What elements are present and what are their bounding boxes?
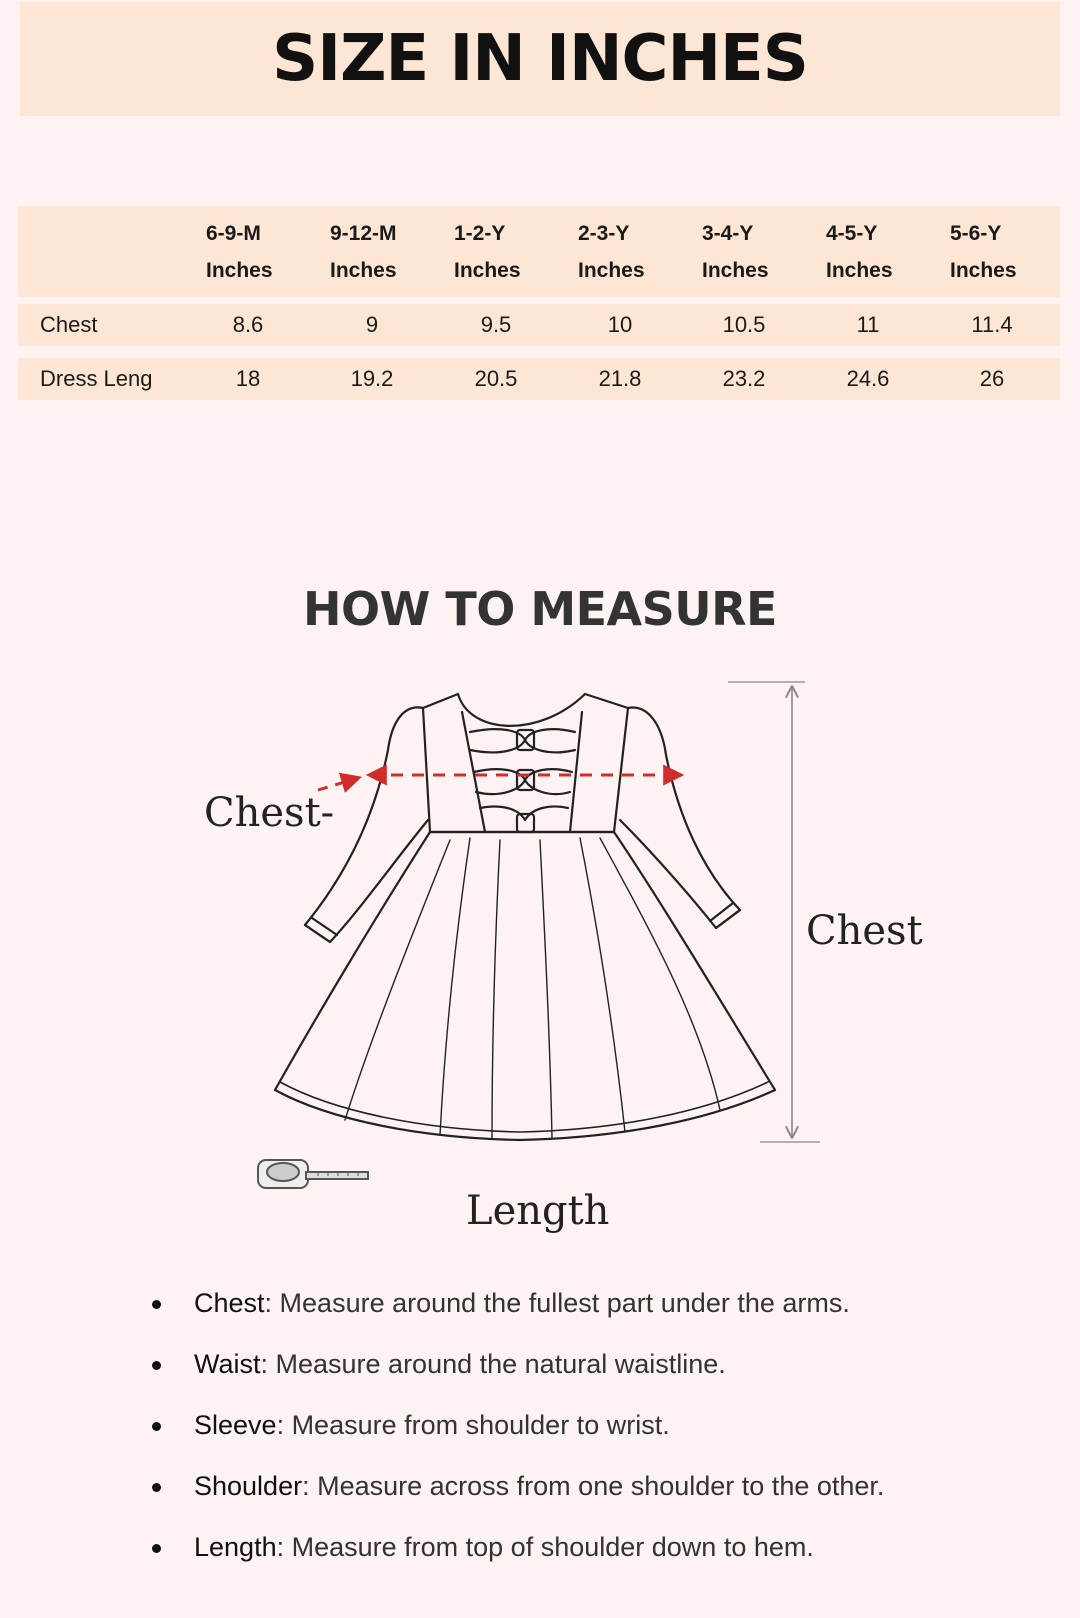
table-cell: 20.5 [474,366,518,391]
table-cell: 24.6 [846,366,890,391]
measure-tips-list [150,1286,884,1591]
column-header: 5-6-Y Inches [950,221,1017,282]
column-header: 2-3-Y Inches [578,221,645,282]
table-cell: 11 [856,312,880,337]
list-item [150,1530,884,1591]
tip-text: : Measure across from one shoulder to the other. [302,1471,885,1501]
tip-term: Shoulder [194,1471,303,1501]
measure-diagram [0,680,1080,1260]
how-to-measure-title: HOW TO MEASURE [303,582,777,636]
column-header: 9-12-M Inches [330,221,397,282]
tip-text: : Measure around the natural waistline. [260,1349,726,1379]
dress-illustration [0,680,1080,1260]
tip-text: : Measure from shoulder to wrist. [276,1410,670,1440]
title-banner [20,2,1060,116]
table-cell: 26 [979,366,1005,391]
table-cell: 10 [607,312,633,337]
column-header: 6-9-M Inches [206,221,273,282]
right-sleeve [620,708,740,928]
list-item [150,1347,884,1408]
tip-term: Chest [194,1288,265,1318]
table-row-dress-length [18,358,1060,400]
table-cell: 9 [365,312,379,337]
column-header: 3-4-Y Inches [702,221,769,282]
tape-measure-icon [258,1160,368,1188]
table-row-chest [18,304,1060,346]
row-label: Dress Leng [40,366,153,391]
length-label: Length [466,1188,610,1234]
table-cell: 10.5 [722,312,766,337]
tip-term: Length [194,1532,277,1562]
table-cell: 8.6 [232,312,264,337]
list-item [150,1286,884,1347]
page-title: SIZE IN INCHES [272,22,808,96]
tip-term: Waist [194,1349,261,1379]
row-label: Chest [40,312,98,337]
size-table [18,206,1060,400]
tip-text: : Measure from top of shoulder down to hem. [276,1532,814,1562]
chest-label-right: Chest [806,908,923,954]
chest-label-left: Chest- [204,790,335,836]
skirt [275,832,775,1140]
table-cell: 18 [235,366,261,391]
column-header: 4-5-Y Inches [826,221,893,282]
table-cell: 9.5 [480,312,512,337]
table-cell: 11.4 [971,312,1013,337]
list-item [150,1408,884,1469]
bodice [423,694,628,832]
list-item [150,1469,884,1530]
table-cell: 21.8 [598,366,642,391]
tip-text: : Measure around the fullest part under the arms. [264,1288,850,1318]
tip-term: Sleeve [194,1410,277,1440]
column-header: 1-2-Y Inches [454,221,521,282]
table-header-row [18,206,1060,297]
table-cell: 19.2 [350,366,394,391]
table-cell: 23.2 [722,366,766,391]
